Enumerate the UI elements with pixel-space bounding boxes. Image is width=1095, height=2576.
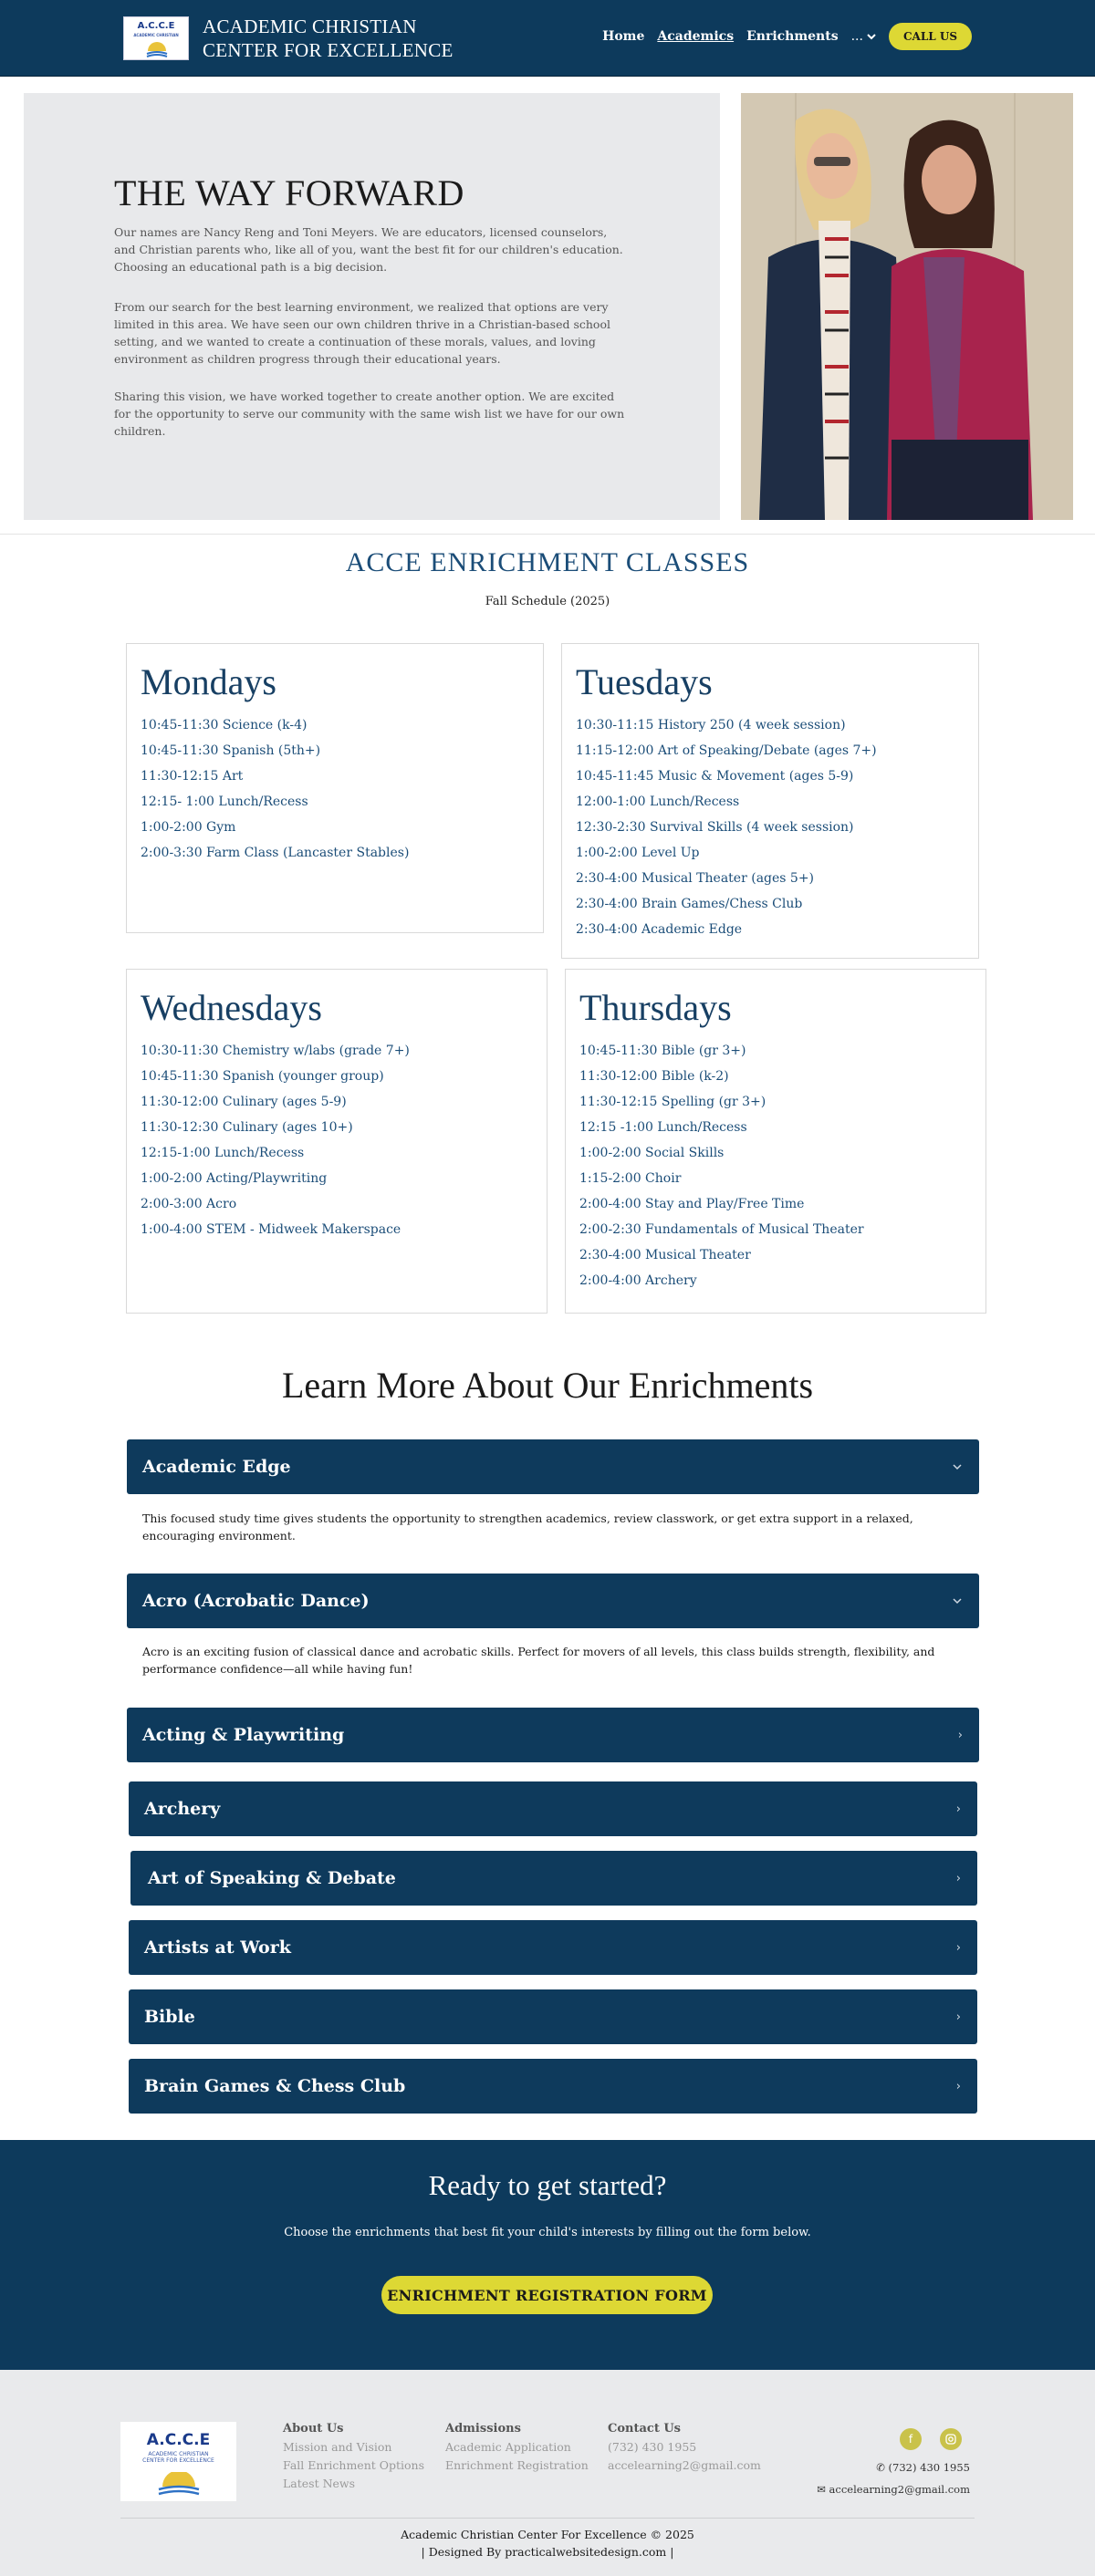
schedule-row: 2:00-4:00 Archery bbox=[579, 1273, 697, 1288]
schedule-row: 11:30-12:15 Spelling (gr 3+) bbox=[579, 1095, 766, 1109]
chevron-down-icon bbox=[952, 1463, 963, 1470]
footer-email-text: accelearning2@gmail.com bbox=[829, 2483, 970, 2496]
footer-phone[interactable] bbox=[876, 2461, 970, 2474]
hero-paragraph-3: Sharing this vision, we have worked together to create another option. We are excited for the opportunity to serve our community with the same wish list we have for our own children. bbox=[114, 390, 625, 438]
accordion-acting-playwriting[interactable] bbox=[127, 1708, 979, 1762]
facebook-icon[interactable]: f bbox=[900, 2428, 922, 2450]
day-title: Thursdays bbox=[579, 987, 732, 1028]
schedule-row: 2:00-4:00 Stay and Play/Free Time bbox=[579, 1197, 805, 1211]
schedule-row: 2:30-4:00 Musical Theater (ages 5+) bbox=[576, 871, 815, 886]
accordion-label: Artists at Work bbox=[144, 1937, 291, 1958]
chevron-right-icon: › bbox=[955, 2010, 961, 2024]
brand-line-1: ACADEMIC CHRISTIAN bbox=[203, 16, 417, 37]
schedule-subtitle: Fall Schedule (2025) bbox=[485, 595, 610, 608]
accordion-archery[interactable] bbox=[129, 1781, 977, 1836]
hero-paragraph-1: Our names are Nancy Reng and Toni Meyers. We are educators, licensed counselors, and Christian parents who, like all of you, want the best fit for our children's education. Choosing an educational path is a big decision. bbox=[114, 225, 623, 274]
chevron-right-icon: › bbox=[955, 1940, 961, 1955]
cta-title: Ready to get started? bbox=[428, 2169, 667, 2201]
schedule-row: 1:00-2:00 Acting/Playwriting bbox=[141, 1171, 328, 1186]
schedule-card-thursdays bbox=[565, 969, 986, 1314]
footer-heading: Contact Us bbox=[608, 2422, 681, 2436]
envelope-icon: ✉ bbox=[817, 2483, 826, 2496]
footer-link-fall-options[interactable]: Fall Enrichment Options bbox=[283, 2458, 425, 2472]
schedule-row: 11:30-12:00 Culinary (ages 5-9) bbox=[141, 1095, 347, 1109]
learn-more-title: Learn More About Our Enrichments bbox=[281, 1365, 814, 1406]
footer-link-enrichment-registration[interactable]: Enrichment Registration bbox=[445, 2458, 589, 2472]
schedule-row: 11:30-12:00 Bible (k-2) bbox=[579, 1069, 729, 1084]
chevron-down-icon bbox=[952, 1597, 963, 1605]
chevron-right-icon: › bbox=[955, 1802, 961, 1816]
schedule-card-wednesdays bbox=[126, 969, 548, 1314]
hero-title: THE WAY FORWARD bbox=[114, 172, 464, 213]
accordion-academic-edge[interactable] bbox=[127, 1439, 979, 1494]
accordion-body-academic-edge: This focused study time gives students the opportunity to strengthen academics, review classwork, or get extra support in a relaxed, encouraging environment. bbox=[142, 1511, 913, 1542]
schedule-row: 1:00-4:00 STEM - Midweek Makerspace bbox=[141, 1222, 402, 1237]
chevron-right-icon: › bbox=[955, 1871, 961, 1885]
site-header bbox=[0, 0, 1095, 77]
schedule-row: 10:45-11:30 Spanish (5th+) bbox=[141, 743, 321, 758]
schedule-row: 10:45-11:30 Bible (gr 3+) bbox=[579, 1044, 746, 1058]
schedule-row: 10:30-11:15 History 250 (4 week session) bbox=[576, 718, 846, 732]
logo-sun-icon bbox=[157, 2472, 201, 2496]
footer-logo[interactable] bbox=[120, 2422, 236, 2501]
call-us-button[interactable]: CALL US bbox=[889, 23, 972, 50]
schedule-row: 2:30-4:00 Musical Theater bbox=[579, 1248, 751, 1262]
logo-subtext: ACADEMIC CHRISTIAN bbox=[133, 33, 179, 37]
schedule-row: 11:30-12:30 Culinary (ages 10+) bbox=[141, 1120, 353, 1135]
schedule-row: 1:15-2:00 Choir bbox=[579, 1171, 682, 1186]
schedule-row: 1:00-2:00 Level Up bbox=[576, 846, 700, 860]
footer-link-phone[interactable]: (732) 430 1955 bbox=[608, 2440, 697, 2454]
schedule-card-tuesdays bbox=[561, 643, 979, 959]
footer-heading: About Us bbox=[283, 2422, 344, 2436]
day-title: Tuesdays bbox=[576, 661, 713, 702]
schedule-row: 12:30-2:30 Survival Skills (4 week session) bbox=[576, 820, 854, 835]
schedule-row: 1:00-2:00 Social Skills bbox=[579, 1146, 725, 1160]
nav-enrichments[interactable]: Enrichments bbox=[746, 29, 839, 44]
schedule-card-mondays bbox=[126, 643, 544, 933]
footer-logo-text: A.C.C.E bbox=[146, 2431, 211, 2449]
footer-logo-subtext: ACADEMIC CHRISTIAN CENTER FOR EXCELLENCE bbox=[142, 2451, 214, 2464]
founders-photo bbox=[741, 93, 1073, 520]
schedule-row: 12:15- 1:00 Lunch/Recess bbox=[141, 795, 308, 809]
registration-form-button[interactable]: ENRICHMENT REGISTRATION FORM bbox=[381, 2276, 713, 2314]
footer-heading: Admissions bbox=[445, 2422, 521, 2436]
chevron-right-icon: › bbox=[955, 2079, 961, 2093]
phone-icon: ✆ bbox=[876, 2461, 885, 2474]
day-title: Wednesdays bbox=[141, 987, 322, 1028]
logo-sun-icon bbox=[146, 40, 168, 58]
nav-academics[interactable]: Academics bbox=[657, 29, 735, 44]
brand-line-2: CENTER FOR EXCELLENCE bbox=[203, 39, 454, 61]
accordion-label: Brain Games & Chess Club bbox=[144, 2076, 406, 2096]
accordion-label: Art of Speaking & Debate bbox=[148, 1868, 396, 1888]
schedule-row: 11:30-12:15 Art bbox=[141, 769, 244, 784]
hero-paragraph-2: From our search for the best learning environment, we realized that options are very limited in this area. We have seen our own children thrive in a Christian-based school setting, and we wanted to create a continuation of these morals, values, and loving environment as children progress through their educational years. bbox=[114, 300, 610, 366]
footer-divider bbox=[120, 2518, 975, 2519]
chevron-down-icon bbox=[867, 33, 876, 40]
footer-link-news[interactable]: Latest News bbox=[283, 2477, 356, 2490]
footer-link-email[interactable]: accelearning2@gmail.com bbox=[608, 2458, 761, 2472]
header-logo[interactable] bbox=[123, 16, 189, 60]
schedule-row: 12:00-1:00 Lunch/Recess bbox=[576, 795, 740, 809]
accordion-label: Bible bbox=[144, 2007, 195, 2027]
schedule-row: 1:00-2:00 Gym bbox=[141, 820, 236, 835]
footer-phone-text: (732) 430 1955 bbox=[888, 2461, 970, 2474]
footer-about bbox=[283, 2422, 424, 2493]
accordion-acro[interactable] bbox=[127, 1574, 979, 1628]
chevron-right-icon: › bbox=[957, 1728, 963, 1742]
schedule-row: 10:30-11:30 Chemistry w/labs (grade 7+) bbox=[141, 1044, 410, 1058]
main-nav bbox=[602, 23, 972, 50]
designed-by[interactable]: | Designed By practicalwebsitedesign.com | bbox=[421, 2545, 674, 2559]
nav-home[interactable]: Home bbox=[602, 29, 645, 44]
instagram-icon[interactable] bbox=[940, 2428, 962, 2450]
copyright: Academic Christian Center For Excellence © 2025 bbox=[401, 2528, 694, 2541]
schedule-row: 2:00-2:30 Fundamentals of Musical Theater bbox=[579, 1222, 864, 1237]
schedule-row: 12:15 -1:00 Lunch/Recess bbox=[579, 1120, 747, 1135]
schedule-row: 10:45-11:45 Music & Movement (ages 5-9) bbox=[576, 769, 854, 784]
footer-admissions bbox=[445, 2422, 589, 2475]
day-title: Mondays bbox=[141, 661, 276, 702]
accordion-art-of-speaking[interactable] bbox=[130, 1851, 977, 1906]
brand-name[interactable] bbox=[203, 15, 454, 62]
footer-link-academic-application[interactable]: Academic Application bbox=[445, 2440, 571, 2454]
schedule-row: 10:45-11:30 Science (k-4) bbox=[141, 718, 308, 732]
schedule-row: 2:30-4:00 Academic Edge bbox=[576, 922, 743, 937]
accordion-label: Acting & Playwriting bbox=[142, 1725, 345, 1745]
cta-text: Choose the enrichments that best fit your child's interests by filling out the form below. bbox=[284, 2226, 811, 2239]
accordion-body-acro: Acro is an exciting fusion of classical dance and acrobatic skills. Perfect for movers of all levels, this class builds strength, flexibility, and performance confidence—all while having fun! bbox=[142, 1645, 935, 1676]
schedule-row: 12:15-1:00 Lunch/Recess bbox=[141, 1146, 305, 1160]
schedule-row: 2:00-3:30 Farm Class (Lancaster Stables) bbox=[141, 846, 410, 860]
logo-text: A.C.C.E bbox=[137, 21, 175, 31]
nav-more-label: ... bbox=[850, 29, 863, 44]
schedule-row: 11:15-12:00 Art of Speaking/Debate (ages 7+) bbox=[576, 743, 877, 758]
accordion-label: Academic Edge bbox=[142, 1457, 291, 1477]
footer-link-mission[interactable]: Mission and Vision bbox=[283, 2440, 392, 2454]
schedule-title: ACCE ENRICHMENT CLASSES bbox=[345, 547, 750, 577]
accordion-bible[interactable] bbox=[129, 1989, 977, 2044]
schedule-row: 2:30-4:00 Brain Games/Chess Club bbox=[576, 897, 803, 911]
accordion-artists-at-work[interactable] bbox=[129, 1920, 977, 1975]
accordion-brain-games[interactable] bbox=[129, 2059, 977, 2114]
nav-more[interactable] bbox=[851, 29, 876, 44]
schedule-row: 2:00-3:00 Acro bbox=[141, 1197, 237, 1211]
section-divider bbox=[0, 534, 1095, 535]
accordion-label: Acro (Acrobatic Dance) bbox=[142, 1591, 370, 1611]
accordion-label: Archery bbox=[144, 1799, 221, 1819]
schedule-row: 10:45-11:30 Spanish (younger group) bbox=[141, 1069, 384, 1084]
footer-email[interactable] bbox=[817, 2483, 970, 2496]
footer-contact bbox=[608, 2422, 761, 2475]
